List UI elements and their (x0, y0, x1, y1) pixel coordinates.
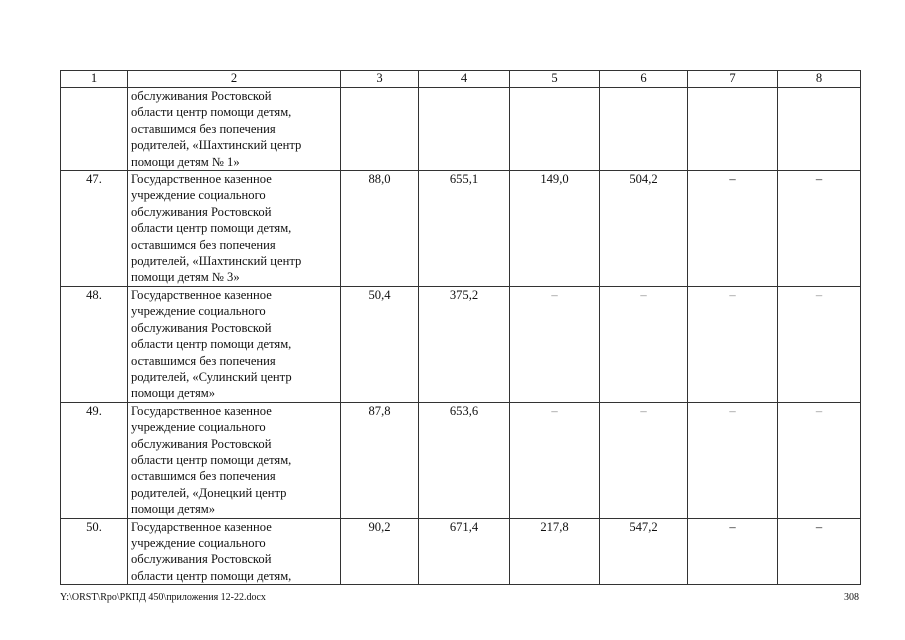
name-line: области центр помощи детям, (131, 105, 292, 120)
cell-col-8: – (778, 286, 861, 402)
cell-col-4 (419, 88, 510, 171)
institution-name (128, 286, 341, 402)
cell-col-6: – (600, 402, 688, 518)
name-line: учреждение социального (131, 420, 266, 435)
name-line: обслуживания Ростовской (131, 204, 272, 219)
cell-col-3 (341, 88, 419, 171)
cell-col-5: – (510, 402, 600, 518)
cell-col-3: 50,4 (341, 286, 419, 402)
name-line: родителей, «Шахтинский центр (131, 254, 302, 269)
name-line: оставшимся без попечения (131, 121, 276, 136)
name-line: обслуживания Ростовской (131, 89, 272, 103)
header-row (61, 71, 861, 88)
cell-col-7 (688, 88, 778, 171)
row-number (61, 88, 128, 171)
name-line: помощи детям» (131, 386, 216, 401)
cell-col-3: 88,0 (341, 171, 419, 287)
col-header-3: 3 (341, 71, 419, 88)
name-line: области центр помощи детям, (131, 337, 292, 352)
cell-col-3: 90,2 (341, 518, 419, 585)
col-header-1: 1 (61, 71, 128, 88)
cell-col-6 (600, 88, 688, 171)
cell-col-4: 653,6 (419, 402, 510, 518)
cell-col-7: – (688, 286, 778, 402)
name-line: обслуживания Ростовской (131, 436, 272, 451)
name-line: обслуживания Ростовской (131, 552, 272, 567)
cell-col-8: – (778, 171, 861, 287)
name-line: родителей, «Шахтинский центр (131, 138, 302, 153)
cell-col-6: 547,2 (600, 518, 688, 585)
footer-file-path: Y:\ORST\Rpo\РКПД 450\приложения 12-22.docx (60, 592, 266, 603)
col-header-7: 7 (688, 71, 778, 88)
col-header-6: 6 (600, 71, 688, 88)
name-line: области центр помощи детям, (131, 452, 292, 467)
name-line: обслуживания Ростовской (131, 320, 272, 335)
name-line: Государственное казенное (131, 519, 272, 534)
name-line: оставшимся без попечения (131, 237, 276, 252)
name-line: области центр помощи детям, (131, 568, 292, 583)
name-line: оставшимся без попечения (131, 469, 276, 484)
institution-name (128, 171, 341, 287)
cell-col-8: – (778, 402, 861, 518)
name-line: родителей, «Сулинский центр (131, 369, 292, 384)
name-line: оставшимся без попечения (131, 353, 276, 368)
cell-col-8 (778, 88, 861, 171)
footer-page-number: 308 (844, 592, 859, 603)
name-line: Государственное казенное (131, 403, 272, 418)
row-number: 50. (61, 518, 128, 585)
institution-name (128, 518, 341, 585)
cell-col-5: – (510, 286, 600, 402)
table-row (61, 402, 861, 518)
table-row (61, 88, 861, 171)
table-row (61, 171, 861, 287)
name-line: помощи детям № 3» (131, 270, 240, 285)
name-line: помощи детям» (131, 502, 216, 517)
cell-col-6: – (600, 286, 688, 402)
cell-col-4: 671,4 (419, 518, 510, 585)
col-header-2: 2 (128, 71, 341, 88)
name-line: Государственное казенное (131, 172, 272, 187)
cell-col-7: – (688, 171, 778, 287)
table-row (61, 286, 861, 402)
cell-col-5: 217,8 (510, 518, 600, 585)
name-line: учреждение социального (131, 188, 266, 203)
name-line: Государственное казенное (131, 287, 272, 302)
name-line: родителей, «Донецкий центр (131, 485, 287, 500)
cell-col-5: 149,0 (510, 171, 600, 287)
row-number: 49. (61, 402, 128, 518)
institution-name (128, 402, 341, 518)
table-row (61, 518, 861, 585)
row-number: 47. (61, 171, 128, 287)
data-table (60, 70, 861, 585)
name-line: учреждение социального (131, 304, 266, 319)
col-header-4: 4 (419, 71, 510, 88)
institution-name (128, 88, 341, 171)
col-header-8: 8 (778, 71, 861, 88)
cell-col-3: 87,8 (341, 402, 419, 518)
cell-col-6: 504,2 (600, 171, 688, 287)
col-header-5: 5 (510, 71, 600, 88)
name-line: учреждение социального (131, 535, 266, 550)
cell-col-7: – (688, 402, 778, 518)
cell-col-4: 655,1 (419, 171, 510, 287)
cell-col-8: – (778, 518, 861, 585)
name-line: области центр помощи детям, (131, 221, 292, 236)
row-number: 48. (61, 286, 128, 402)
cell-col-5 (510, 88, 600, 171)
cell-col-4: 375,2 (419, 286, 510, 402)
cell-col-7: – (688, 518, 778, 585)
name-line: помощи детям № 1» (131, 154, 240, 169)
